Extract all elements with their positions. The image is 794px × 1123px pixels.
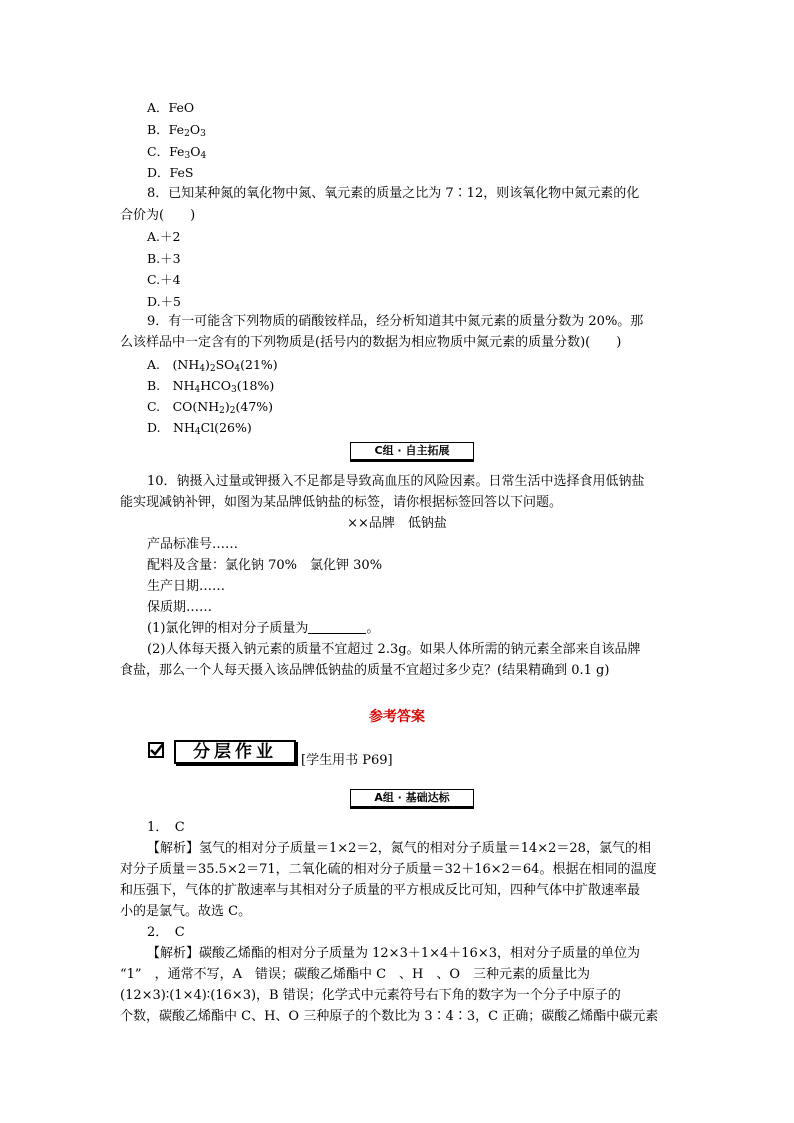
q9-option-d bbox=[147, 418, 252, 442]
answer-1-explanation-line1: 【解析】氢气的相对分子质量＝1×2＝2，氮气的相对分子质量＝14×2＝28，氯气的相 bbox=[147, 841, 651, 856]
answer-1-explanation-line2: 对分子质量＝35.5×2＝71，二氧化硫的相对分子质量＝32＋16×2＝64。根据在相同的温度 bbox=[120, 862, 657, 877]
subscript: 4 bbox=[194, 427, 201, 437]
option-text: (47%) bbox=[235, 399, 274, 414]
q10-stem-line2: 能实现减钠补钾，如图为某品牌低钠盐的标签，请你根据标签回答以下问题。 bbox=[120, 495, 563, 510]
salt-label-title: ××品牌 低钠盐 bbox=[347, 516, 447, 531]
subquestion-text: 。 bbox=[366, 621, 380, 636]
answer-1: 1． C bbox=[147, 820, 185, 835]
q7-option-d bbox=[147, 163, 193, 183]
option-text: D．FeS bbox=[147, 165, 194, 180]
q10-subquestion-2-line2: 食盐，那么一个人每天摄入该品牌低钠盐的质量不宜超过多少克？(结果精确到 0.1 g) bbox=[120, 663, 610, 678]
q10-subquestion-1 bbox=[147, 619, 379, 639]
option-text: O bbox=[189, 122, 201, 137]
q9-stem-line2: 么该样品中一定含有的下列物质是(括号内的数据为相应物质中氮元素的质量分数)( ) bbox=[120, 335, 622, 350]
subscript: 3 bbox=[200, 129, 206, 139]
option-text: A. (NH bbox=[147, 357, 200, 372]
answer-2-explanation-line1: 【解析】碳酸乙烯酯的相对分子质量为 12×3＋1×4＋16×3，相对分子质量的单位为 bbox=[147, 946, 640, 961]
option-text: O bbox=[190, 144, 201, 159]
option-text: SO bbox=[215, 357, 235, 372]
q9-stem-line1: 9．有一可能含下列物质的硝酸铵样品，经分析知道其中氮元素的质量分数为 20%。那 bbox=[147, 314, 644, 329]
option-text: C．Fe bbox=[147, 144, 185, 159]
checkbox-checked-icon bbox=[148, 742, 164, 758]
option-text: ) bbox=[204, 357, 210, 372]
answer-2-explanation-line2: “1” ，通常不写，A 错误；碳酸乙烯酯中 C 、H 、O 三种元素的质量比为 bbox=[120, 967, 591, 982]
option-text: ) bbox=[224, 399, 230, 414]
option-text: HCO bbox=[200, 378, 231, 393]
option-text: B. NH bbox=[147, 378, 195, 393]
q7-option-a bbox=[147, 98, 194, 118]
salt-label-shelf-life: 保质期…… bbox=[147, 600, 213, 615]
section-c-banner: C组 · 自主拓展 bbox=[350, 442, 474, 462]
option-text: C. CO(NH bbox=[147, 399, 220, 414]
answer-1-explanation-line3: 和压强下，气体的扩散速率与其相对分子质量的平方根成反比可知，四种气体中扩散速率最 bbox=[120, 883, 641, 898]
subscript: 4 bbox=[234, 364, 241, 374]
q8-option-c: C.＋4 bbox=[147, 272, 181, 287]
section-a-banner: A组 · 基础达标 bbox=[350, 789, 474, 809]
option-text: A．FeO bbox=[147, 100, 195, 115]
q10-stem-line1: 10．钠摄入过量或钾摄入不足都是导致高血压的风险因素。日常生活中选择食用低钠盐 bbox=[147, 474, 645, 489]
option-text: D. NH bbox=[147, 420, 195, 435]
answer-2-explanation-line3: (12×3)∶(1×4)∶(16×3)，B 错误；化学式中元素符号右下角的数字为一个分子中原子的 bbox=[120, 988, 621, 1003]
q8-option-d: D.＋5 bbox=[147, 294, 182, 309]
salt-label-standard: 产品标准号…… bbox=[147, 537, 239, 552]
answer-key-title: 参考答案 bbox=[369, 709, 425, 725]
q8-stem-line1: 8．已知某种氮的氧化物中氮、氧元素的质量之比为 7∶12，则该氧化物中氮元素的化 bbox=[147, 186, 640, 201]
salt-label-ingredients: 配料及含量：氯化钠 70% 氯化钾 30% bbox=[147, 558, 383, 573]
option-text: B．Fe bbox=[147, 122, 185, 137]
answer-1-explanation-line4: 小的是氯气。故选 C。 bbox=[120, 904, 252, 919]
q8-option-b: B.＋3 bbox=[147, 251, 181, 266]
salt-label-date: 生产日期…… bbox=[147, 579, 226, 594]
answer-blank bbox=[308, 619, 366, 634]
q7-option-b bbox=[147, 120, 206, 144]
subscript: 4 bbox=[199, 364, 205, 374]
subscript: 3 bbox=[230, 385, 237, 395]
subscript: 4 bbox=[200, 151, 207, 161]
q8-stem-line2: 合价为( ) bbox=[120, 208, 196, 223]
q10-subquestion-2-line1: (2)人体每天摄入钠元素的质量不宜超过 2.3g。如果人体所需的钠元素全部来自该品牌 bbox=[147, 642, 641, 657]
subscript: 2 bbox=[229, 406, 236, 416]
answer-2-explanation-line4: 个数，碳酸乙烯酯中 C、H、O 三种原子的个数比为 3∶4∶3，C 正确；碳酸乙烯酯中碳元素 bbox=[120, 1009, 659, 1024]
subscript: 4 bbox=[194, 385, 201, 395]
homework-label: 分层作业 bbox=[174, 740, 296, 764]
subscript: 2 bbox=[184, 129, 190, 139]
answer-2: 2． C bbox=[147, 925, 185, 940]
subscript: 2 bbox=[209, 364, 216, 374]
option-text: (18%) bbox=[236, 378, 275, 393]
option-text: Cl(26%) bbox=[200, 420, 252, 435]
subscript: 2 bbox=[219, 406, 225, 416]
option-text: (21%) bbox=[240, 357, 278, 372]
subquestion-text: (1)氯化钾的相对分子质量为 bbox=[147, 621, 309, 636]
subscript: 3 bbox=[184, 151, 191, 161]
book-reference: [学生用书 P69] bbox=[301, 753, 393, 768]
q8-option-a: A.＋2 bbox=[147, 229, 181, 244]
